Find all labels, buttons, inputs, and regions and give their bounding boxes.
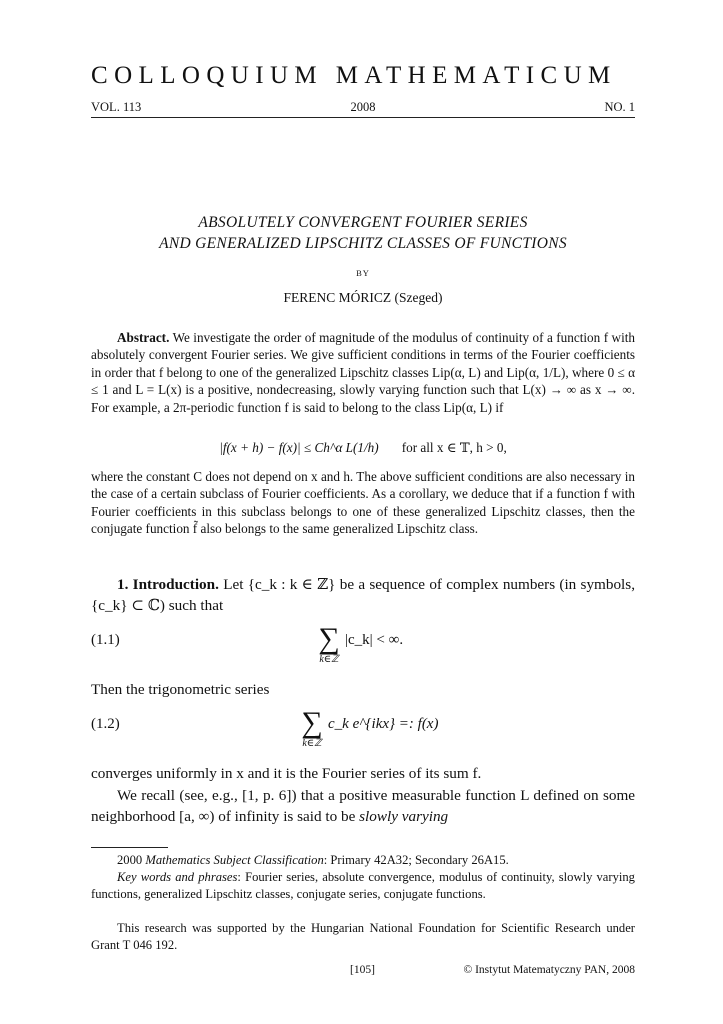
- sum-symbol-1: ∑ k∈ℤ: [314, 624, 344, 665]
- sum-subscript-2: k∈ℤ: [302, 738, 322, 749]
- intro-text-2: Then the trigonometric series: [91, 681, 270, 698]
- lipschitz-inequality: |f(x + h) − f(x)| ≤ Ch^α L(1/h): [219, 440, 379, 455]
- page-footer: [91, 964, 635, 980]
- keywords-text: : Fourier series, absolute convergence, modulus of continuity, slowly varying functions, generalized Lipschitz classes, conjugate series, conjugate functions.: [91, 870, 635, 901]
- page-number: [105]: [350, 964, 375, 976]
- footnote-keywords: [91, 869, 635, 903]
- intro-text-4: We recall (see, e.g., [1, p. 6]) that a positive measurable function L defined on some neighborhood [a, ∞) of infinity is said to be: [91, 787, 635, 825]
- intro-text-1: Let {c_k : k ∈ ℤ} be a sequence of complex numbers (in symbols, {c_k} ⊂ ℂ) such that: [91, 576, 635, 614]
- sum-subscript-1: k∈ℤ: [319, 654, 339, 665]
- abstract-paragraph-1: [91, 329, 635, 416]
- volume-label: VOL. 113: [91, 100, 142, 114]
- lipschitz-condition: for all x ∈ 𝕋, h > 0,: [401, 440, 507, 455]
- msc-year: 2000: [117, 853, 143, 867]
- issue-number: NO. 1: [604, 100, 635, 114]
- abstract-label: Abstract.: [117, 330, 170, 345]
- section-heading: 1. Introduction.: [117, 576, 219, 593]
- support-text: This research was supported by the Hungarian National Foundation for Scientific Research under Grant T 046 192.: [91, 921, 635, 952]
- abstract-text-1: We investigate the order of magnitude of the modulus of continuity of a function f with absolutely convergent Fourier series. We give sufficient conditions in terms of the Fourier coefficients in order that f belong to one of the generalized Lipschitz classes Lip(α, L) and Lip(α, 1/L), where 0 ≤ α ≤ 1 and L = L(x) is a positive, nondecreasing, slowly varying function such that L(x) → ∞ as x → ∞. For example, a 2π-periodic function f is said to belong to the class Lip(α, L) if: [91, 330, 635, 415]
- sum-symbol-2: ∑ k∈ℤ: [297, 708, 327, 749]
- equation-number-1-1: (1.1): [91, 632, 120, 648]
- equation-1-2: c_k e^{ikx} =: f(x): [328, 716, 439, 732]
- footnote-rule: [91, 847, 168, 848]
- abstract-paragraph-2: where the constant C does not depend on x and h. The above sufficient conditions are also necessary in the case of a certain subclass of Fourier coefficients. As a corollary, we deduce that if a function f with Fourier coefficients in this subclass belongs to one of these generalized Lipschitz classes, then the conjugate function f̃ also belongs to the same generalized Lipschitz class.: [91, 469, 635, 537]
- footnote-support: [91, 920, 635, 954]
- intro-paragraph: [91, 574, 635, 616]
- footnote-msc: [91, 852, 635, 869]
- journal-title: COLLOQUIUM MATHEMATICUM: [91, 62, 617, 89]
- equation-1-1: |c_k| < ∞.: [345, 632, 404, 648]
- paper-title-line-2: AND GENERALIZED LIPSCHITZ CLASSES OF FUNCTIONS: [159, 235, 567, 252]
- msc-label: Mathematics Subject Classification: [145, 853, 324, 867]
- by-label: BY: [356, 268, 370, 278]
- issue-info: [91, 100, 635, 116]
- intro-text-3: converges uniformly in x and it is the Fourier series of its sum f.: [91, 765, 482, 782]
- msc-codes: : Primary 42A32; Secondary 26A15.: [323, 853, 509, 867]
- header-rule: [91, 117, 635, 118]
- year-label: 2008: [350, 100, 376, 114]
- keywords-label: Key words and phrases: [117, 870, 238, 884]
- author-name: FERENC MÓRICZ (Szeged): [283, 290, 443, 305]
- paper-title-line-1: ABSOLUTELY CONVERGENT FOURIER SERIES: [198, 214, 528, 231]
- intro-paragraph-2: [91, 785, 635, 827]
- abstract-display-equation: [91, 440, 635, 456]
- equation-number-1-2: (1.2): [91, 716, 120, 732]
- copyright-notice: © Instytut Matematyczny PAN, 2008: [463, 964, 635, 976]
- slowly-varying-term: slowly varying: [359, 808, 449, 825]
